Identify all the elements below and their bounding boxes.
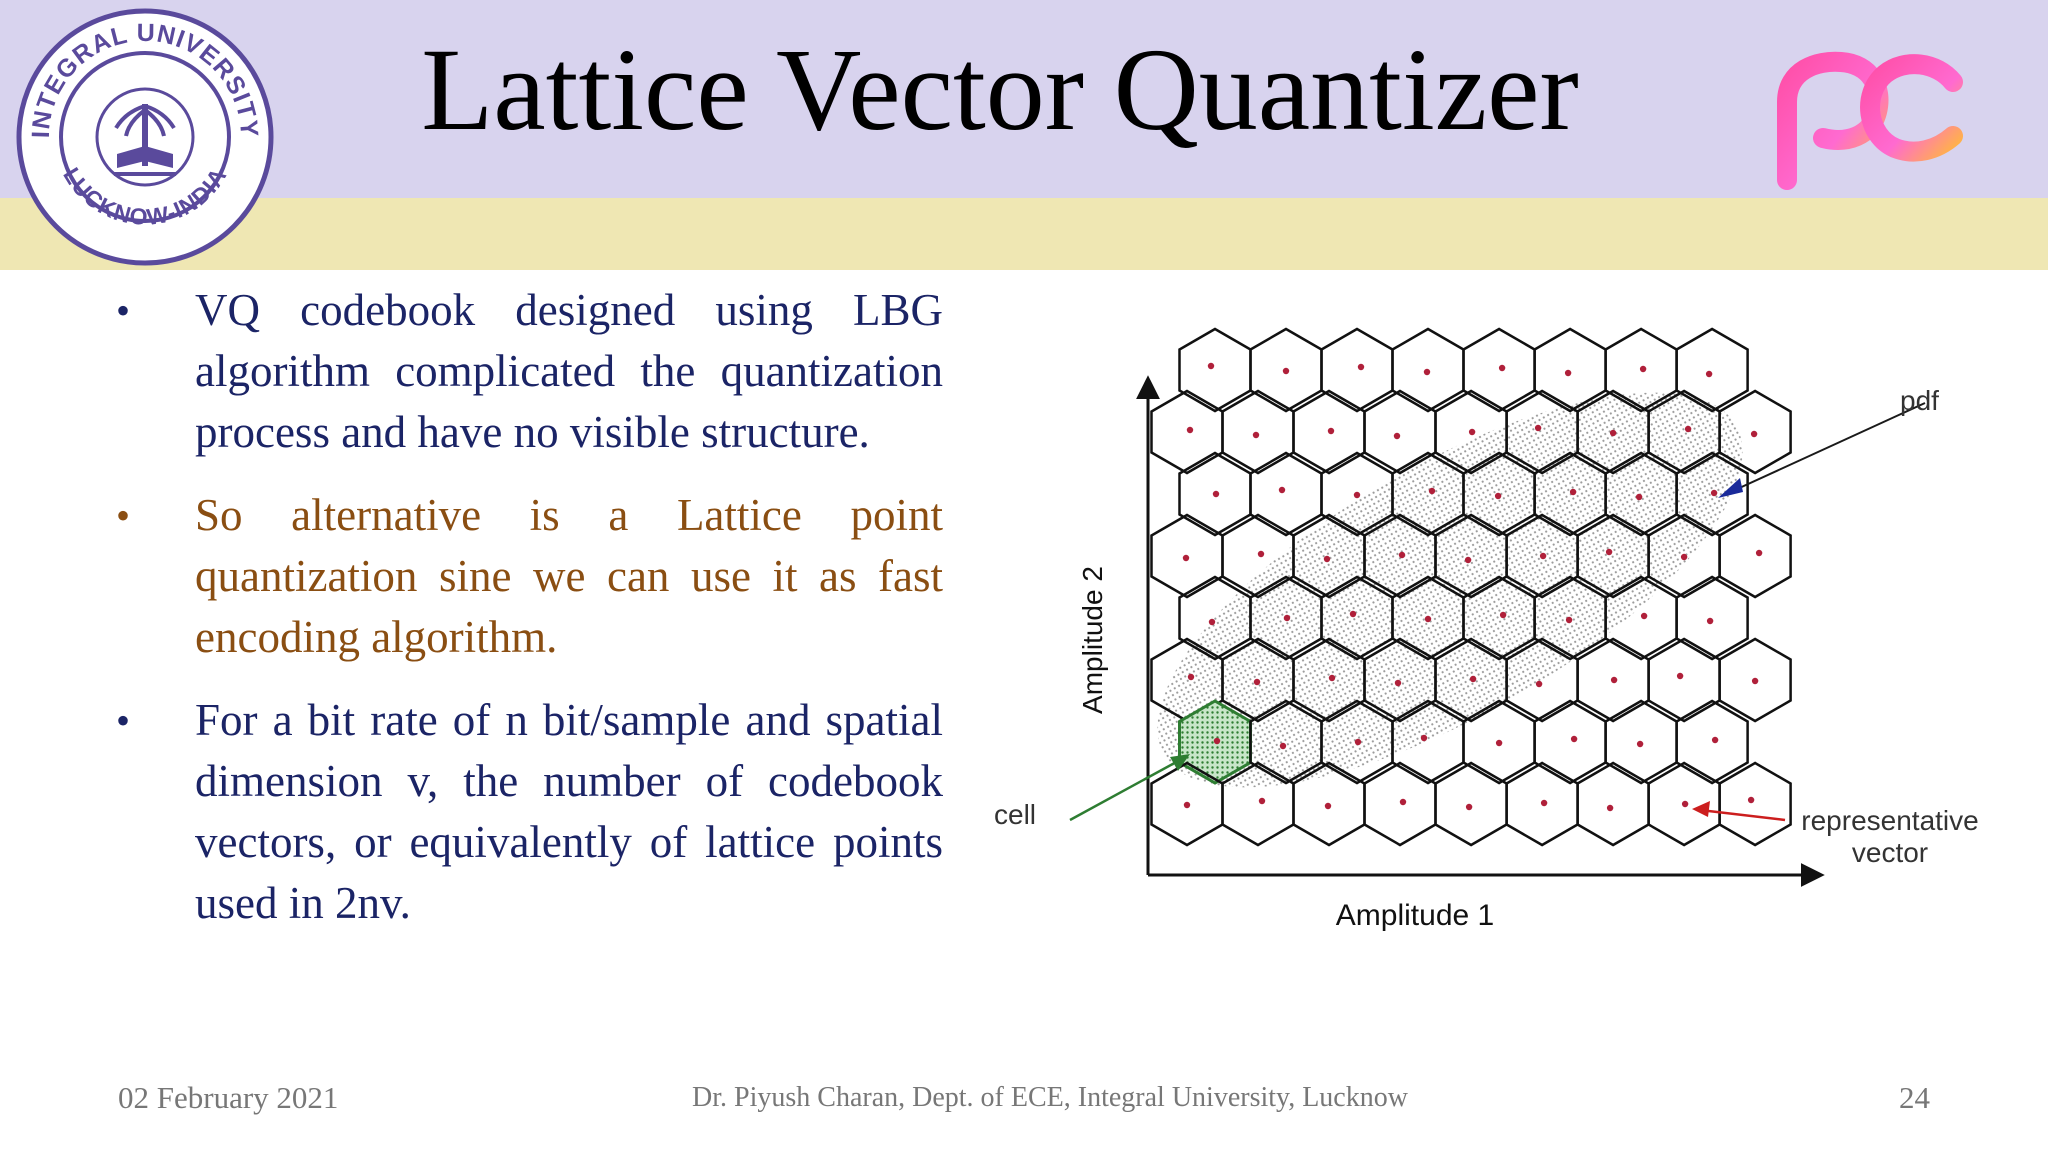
lattice-point: [1400, 799, 1406, 805]
lattice-cell: [1677, 577, 1748, 659]
lattice-diagram: [980, 320, 2020, 960]
vector-arrowhead: [1692, 801, 1710, 817]
lattice-point: [1425, 616, 1431, 622]
lattice-point: [1214, 738, 1220, 744]
lattice-point: [1752, 678, 1758, 684]
slide-title: Lattice Vector Quantizer: [421, 24, 1579, 155]
lattice-cell: [1436, 763, 1507, 845]
lattice-point: [1187, 427, 1193, 433]
lattice-point: [1606, 549, 1612, 555]
footer-date: 02 February 2021: [118, 1080, 339, 1115]
lattice-point: [1208, 363, 1214, 369]
lattice-cell: [1223, 391, 1294, 473]
lattice-point: [1495, 493, 1501, 499]
cell-label: cell: [994, 799, 1037, 830]
representative-vector-label-line1: representative: [1801, 805, 1979, 836]
pc-brand-logo: [1765, 40, 1965, 190]
bullet-item: [108, 280, 943, 463]
lattice-point: [1611, 677, 1617, 683]
lattice-point: [1469, 429, 1475, 435]
lattice-point: [1636, 494, 1642, 500]
lattice-point: [1355, 739, 1361, 745]
bullet-item: [108, 690, 943, 934]
lattice-point: [1395, 680, 1401, 686]
seal-bottom-text: LUCKNOW-INDIA: [58, 162, 232, 231]
lattice-point: [1496, 740, 1502, 746]
lattice-point: [1677, 673, 1683, 679]
lattice-cell: [1322, 329, 1393, 411]
lattice-point: [1540, 553, 1546, 559]
lattice-point: [1254, 679, 1260, 685]
lattice-point: [1421, 735, 1427, 741]
cell-pointer-line: [1070, 760, 1180, 820]
lattice-point: [1571, 736, 1577, 742]
lattice-point: [1429, 488, 1435, 494]
lattice-point: [1500, 612, 1506, 618]
lattice-point: [1259, 798, 1265, 804]
lattice-cell: [1180, 329, 1251, 411]
lattice-point: [1325, 803, 1331, 809]
lattice-point: [1641, 613, 1647, 619]
lattice-point: [1253, 432, 1259, 438]
lattice-point: [1284, 615, 1290, 621]
lattice-point: [1184, 802, 1190, 808]
bullet-marker: •: [116, 288, 131, 333]
bullet-list: [108, 280, 943, 956]
lattice-point: [1354, 492, 1360, 498]
lattice-point: [1570, 489, 1576, 495]
lattice-point: [1536, 681, 1542, 687]
x-axis-label: Amplitude 1: [1335, 899, 1495, 932]
lattice-point: [1685, 426, 1691, 432]
lattice-point: [1424, 369, 1430, 375]
lattice-point: [1283, 368, 1289, 374]
lattice-point: [1394, 433, 1400, 439]
lattice-cell: [1535, 329, 1606, 411]
lattice-point: [1541, 800, 1547, 806]
lattice-point: [1748, 797, 1754, 803]
lattice-cell: [1720, 763, 1791, 845]
lattice-point: [1329, 675, 1335, 681]
lattice-cell: [1578, 763, 1649, 845]
lattice-point: [1465, 557, 1471, 563]
bullet-text: VQ codebook designed using LBG algorithm complicated the quantization process and have no visible structure.: [195, 285, 943, 457]
lattice-point: [1566, 617, 1572, 623]
lattice-point: [1358, 364, 1364, 370]
header-accent-band: [0, 198, 2048, 270]
lattice-point: [1350, 611, 1356, 617]
bullet-marker: •: [116, 698, 131, 743]
lattice-point: [1707, 618, 1713, 624]
lattice-point: [1712, 737, 1718, 743]
lattice-point: [1711, 490, 1717, 496]
lattice-point: [1213, 491, 1219, 497]
footer-author: Dr. Piyush Charan, Dept. of ECE, Integral University, Lucknow: [692, 1082, 1408, 1113]
lattice-point: [1499, 365, 1505, 371]
bullet-item: [108, 485, 943, 668]
lattice-point: [1682, 801, 1688, 807]
lattice-point: [1466, 804, 1472, 810]
lattice-point: [1183, 555, 1189, 561]
lattice-cell: [1464, 329, 1535, 411]
lattice-point: [1399, 552, 1405, 558]
lattice-point: [1637, 741, 1643, 747]
bullet-marker: •: [116, 493, 131, 538]
lattice-point: [1470, 676, 1476, 682]
lattice-point: [1610, 430, 1616, 436]
lattice-point: [1756, 550, 1762, 556]
lattice-point: [1565, 370, 1571, 376]
university-seal-logo: [14, 6, 276, 268]
lattice-point: [1328, 428, 1334, 434]
lattice-point: [1751, 431, 1757, 437]
bullet-text: For a bit rate of n bit/sample and spatial dimension v, the number of codebook vectors, or equivalently of lattice points used in 2nv.: [195, 695, 943, 928]
lattice-point: [1258, 551, 1264, 557]
lattice-cell: [1720, 515, 1791, 597]
lattice-cell: [1677, 701, 1748, 783]
bullet-text: So alternative is a Lattice point quantization sine we can use it as fast encoding algorithm.: [195, 490, 943, 662]
lattice-point: [1279, 487, 1285, 493]
lattice-cell: [1365, 763, 1436, 845]
pdf-label: pdf: [1900, 385, 1939, 416]
lattice-point: [1535, 425, 1541, 431]
vector-pointer-line: [1700, 810, 1785, 820]
lattice-cell: [1535, 701, 1606, 783]
lattice-point: [1681, 554, 1687, 560]
lattice-point: [1640, 366, 1646, 372]
lattice-point: [1209, 619, 1215, 625]
lattice-cell: [1365, 391, 1436, 473]
representative-vector-label-line2: vector: [1851, 837, 1929, 868]
lattice-point: [1706, 371, 1712, 377]
seal-top-text: INTEGRAL UNIVERSITY: [26, 18, 264, 139]
lattice-cell: [1649, 639, 1720, 721]
lattice-cell: [1152, 391, 1223, 473]
pdf-pointer-line: [1735, 403, 1925, 490]
lattice-cell: [1251, 453, 1322, 535]
lattice-point: [1280, 743, 1286, 749]
lattice-point: [1607, 805, 1613, 811]
lattice-point: [1188, 674, 1194, 680]
lattice-point: [1324, 556, 1330, 562]
y-axis-label: Amplitude 2: [1077, 566, 1108, 714]
slide-number: 24: [1899, 1080, 1930, 1115]
